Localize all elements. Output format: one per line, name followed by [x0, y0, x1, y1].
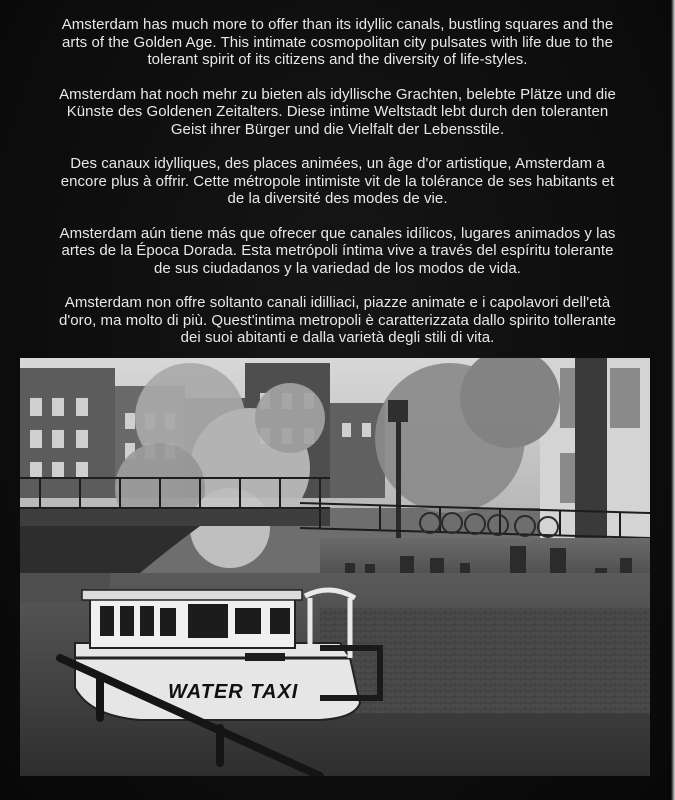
text-line: tolerant spirit of its citizens and the diversity of life-styles.: [147, 51, 528, 68]
paragraph-german: [14, 86, 661, 139]
multilingual-text-block: [14, 16, 661, 364]
text-line: Amsterdam has much more to offer than its idyllic canals, bustling squares and the: [61, 16, 614, 33]
text-line: de la diversité des modes de vie.: [227, 190, 448, 207]
text-line: artes de la Época Dorada. Esta metrópoli íntima vive a través del espíritu tolerante: [61, 242, 614, 259]
text-line: Geist ihrer Bürger und die Vielfalt der Lebensstile.: [170, 120, 505, 138]
boat-sign: WATER TAXI: [168, 681, 299, 703]
text-line: d'oro, ma molto di più. Quest'intima metropoli è caratterizzata dallo spirito tollerante: [58, 311, 617, 329]
text-line: arts of the Golden Age. This intimate cosmopolitan city pulsates with life due to the: [62, 33, 613, 51]
text-line: Amsterdam non offre soltanto canali idilliaci, piazze animate e i capolavori dell'età: [64, 294, 611, 311]
text-line: de sus ciudadanos y la variedad de los modos de vida.: [153, 259, 522, 277]
paragraph-french: [14, 155, 661, 208]
text-line: Amsterdam hat noch mehr zu bieten als idyllische Grachten, belebte Plätze und die: [59, 85, 616, 103]
text-line: Amsterdam aún tiene más que ofrecer que canales idílicos, lugares animados y las: [59, 224, 616, 242]
canal-photograph: [20, 358, 650, 776]
paragraph-spanish: [14, 225, 661, 278]
paragraph-italian: [14, 294, 661, 347]
text-line: Des canaux idylliques, des places animées, un âge d'or artistique, Amsterdam a: [70, 155, 605, 172]
page-edge: [671, 0, 675, 800]
text-line: dei suoi abitanti e dalla varietà degli stili di vita.: [180, 329, 495, 346]
lamp-post: [396, 418, 401, 558]
text-line: Künste des Goldenen Zeitalters. Diese intime Weltstadt lebt durch den toleranten: [66, 103, 609, 120]
paragraph-english: [14, 16, 661, 69]
text-line: encore plus à offrir. Cette métropole intimiste vit de la tolérance de ses habitants et: [60, 172, 615, 190]
